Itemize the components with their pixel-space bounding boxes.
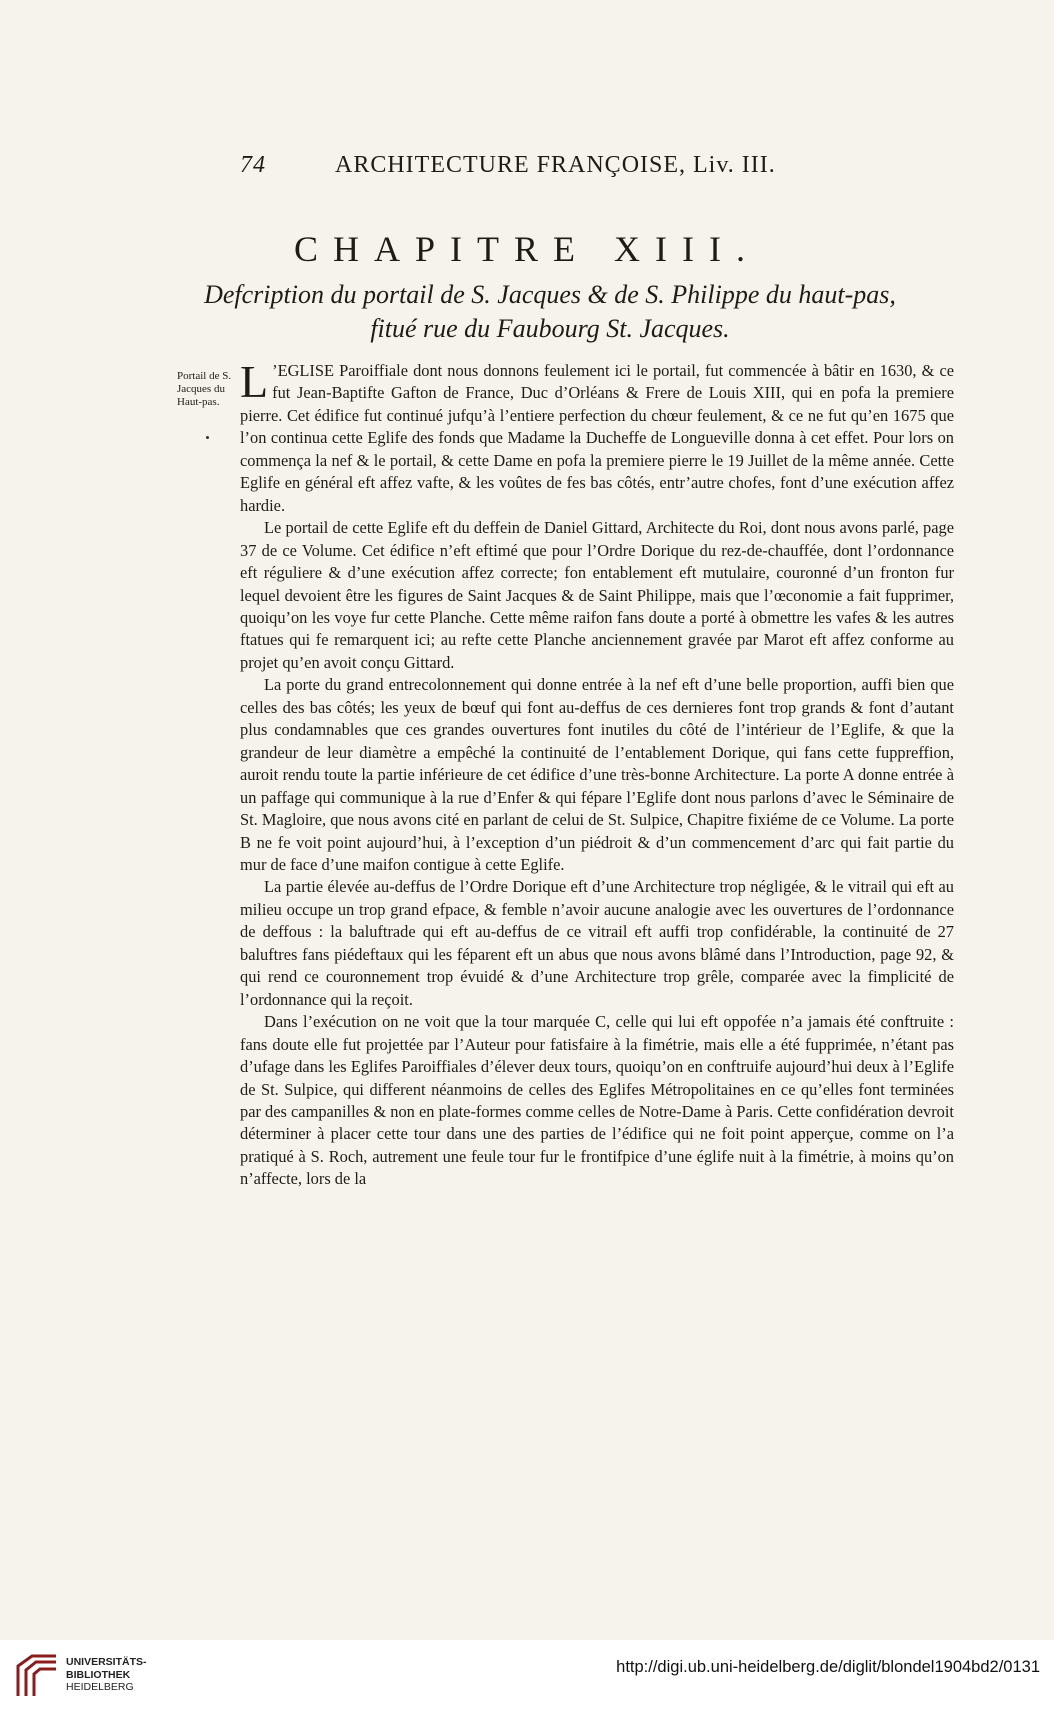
library-name-line-3: HEIDELBERG [66,1681,134,1693]
chapter-title: CHAPITRE XIII. [294,229,760,269]
ub-heidelberg-logo-icon[interactable] [14,1652,60,1698]
page-number: 74 [240,152,266,178]
running-header [240,152,960,179]
paragraph [240,356,954,517]
paragraph: La partie élevée au-deffus de l’Ordre Dorique eft d’une Architecture trop négligée, & le vitrail qui eft au milieu occupe un trop grand efpace, & femble n’avoir aucune analogie avec les ouvertures de l’ordonnance de deffous : la baluftrade qui eft au-deffus de ce vitrail eft auffi trop confidérable, la continuité de 27 baluftres fans piédeftaux qui les féparent eft un abus que nous avons blâmé dans l’Introduction, page 92, & qui rend ce couronnement trop évuidé & d’une Architecture trop grêle, comparée avec la fimplicité de l’ordonnance qui la reçoit. [240,877,954,1009]
body-text [240,356,954,1191]
source-url[interactable]: http://digi.ub.uni-heidelberg.de/diglit/blondel1904bd2/0131 [616,1658,1040,1676]
margin-note: Portail de S. Jacques du Haut-pas. [177,370,232,408]
paragraph: Le portail de cette Eglife eft du deffein de Daniel Gittard, Architecte du Roi, dont nous avons parlé, page 37 de ce Volume. Cet édifice n’eft eftimé que pour l’Ordre Dorique du rez-de-chauffée, dont l’ordonnance eft réguliere & d’une exécution affez correcte; fon entablement eft mutulaire, couronné d’un fronton fur lequel devoient être les figures de Saint Jacques & de Saint Philippe, mais que l’œconomie a fait fupprimer, quoiqu’on les voye fur cette Planche. Cette même raifon fans doute a porté à obmettre les vafes & les autres ftatues qui fe remarquent ici; au refte cette Planche anciennement gravée par Marot eft affez conforme au projet qu’en avoit conçu Gittard. [240,518,954,672]
subtitle-line-1: Defcription du portail de S. Jacques & de S. Philippe du haut-pas, [204,280,896,309]
viewer-footer [0,1640,1054,1715]
margin-mark [206,436,209,439]
chapter-subtitle [200,278,900,346]
library-name-line-1: UNIVERSITÄTS- [66,1656,147,1668]
paragraph: Dans l’exécution on ne voit que la tour marquée C, celle qui lui eft oppofée n’a jamais été conftruite : fans doute elle fut projettée par l’Auteur pour fatisfaire à la fimétrie, mais elle a été fupprimée, n’étant pas d’ufage dans les Eglifes Paroiffiales d’élever deux tours, quoiqu’on en conftruife aujourd’hui deux à l’Eglife de St. Sulpice, qui different néanmoins de celles des Eglifes Métropolitaines en ce qu’elles font terminées par des campanilles & non en plate-formes comme celles de Notre-Dame à Paris. Cette confidération devroit déterminer à placer cette tour dans une des parties de l’édifice qui ne foit point apperçue, comme on l’a pratiqué à S. Roch, autrement une feule tour fur le frontifpice d’une églife nuit à la fimétrie, à moins qu’on n’affecte, lors de la [240,1012,954,1189]
running-title: ARCHITECTURE FRANÇOISE, Liv. III. [335,152,776,178]
library-name [66,1656,147,1694]
drop-cap: L [240,356,269,407]
paragraph: La porte du grand entrecolonnement qui donne entrée à la nef eft d’une belle proportion, auffi bien que celles des bas côtés; les yeux de bœuf qui font au-deffus de ces dernieres font trop grands & font d’autant plus condamnables que ces grandes ouvertures font inutiles du côté de l’intérieur de l’Eglife, & que la grandeur de leur diamètre a empêché la continuité de l’entablement Dorique, qui fans cette fuppreffion, auroit rendu toute la partie inférieure de cet édifice d’une très-bonne Architecture. La porte A donne entrée à un paffage qui communique à la rue d’Enfer & qui fépare l’Eglife dont nous parlons d’avec le Séminaire de St. Magloire, que nous avons cité en parlant de celui de St. Sulpice, Chapitre fixiéme de ce Volume. La porte B ne fe voit point aujourd’hui, à l’exception d’un piédroit & d’un commencement d’arc qui fait partie du mur de face d’une maifon contigue à cette Eglife. [240,675,954,874]
subtitle-line-2: fitué rue du Faubourg St. Jacques. [370,314,730,343]
paragraph-text: ’EGLISE Paroiffiale dont nous donnons feulement ici le portail, fut commencée à bâtir en 1630, & ce fut Jean-Baptifte Gafton de France, Duc d’Orléans & Frere de Louis XIII, qui en pofa la premiere pierre. Cet édifice fut continué jufqu’à l’entiere perfection du chœur feulement, & ce ne fut qu’en 1675 que l’on continua cette Eglife des fonds que Madame la Ducheffe de Longueville donna à cet effet. Pour lors on commença la nef & le portail, & cette Dame en pofa la premiere pierre le 19 Juillet de la même année. Cette Eglife en général eft affez vafte, & les voûtes de fes bas côtés, entr’autre chofes, font d’une exécution affez hardie. [240,361,954,515]
library-name-line-2: BIBLIOTHEK [66,1668,131,1681]
